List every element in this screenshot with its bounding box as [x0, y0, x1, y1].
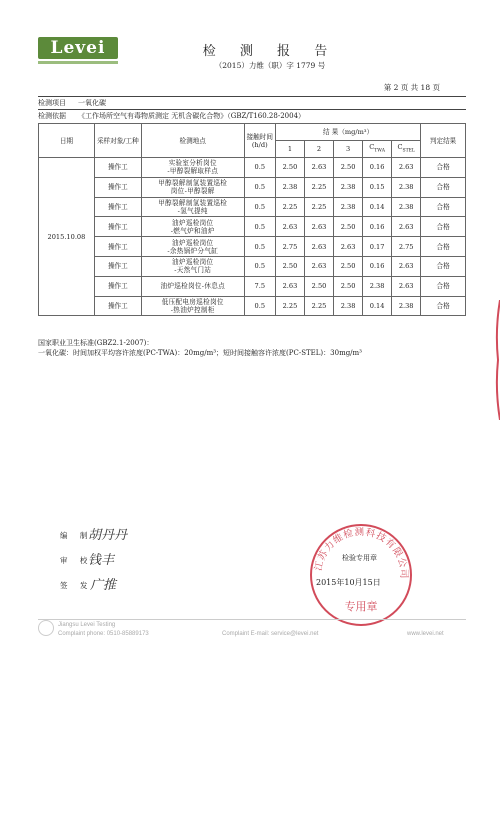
footer-rule: [38, 619, 466, 620]
cell-value-1: 2.50: [275, 256, 304, 276]
cell-cstel: 2.38: [392, 177, 421, 197]
cell-value-2: 2.63: [304, 217, 333, 237]
cell-location: [141, 217, 244, 237]
cell-value-3: 2.50: [334, 256, 363, 276]
page-number: 第 2 页 共 18 页: [383, 83, 440, 92]
location-line-1: 油炉巡检岗位: [172, 258, 214, 267]
cell-cstel: 2.75: [392, 237, 421, 257]
location-line-1: 低压配电房巡检岗位: [161, 297, 224, 306]
cell-cstel: 2.63: [392, 276, 421, 296]
footer-email: Complaint E-mail: service@levei.net: [222, 631, 319, 637]
header-cstel: $C_{STEL}$: [392, 141, 421, 158]
cell-cstel: 2.63: [392, 256, 421, 276]
cell-object: 操作工: [94, 197, 141, 217]
cell-verdict: 合格: [421, 177, 466, 197]
cell-object: 操作工: [94, 158, 141, 178]
cell-value-3: 2.50: [334, 217, 363, 237]
svg-text:专用章: 专用章: [344, 600, 378, 613]
cell-ctwa: 0.14: [363, 296, 392, 316]
report-number: （2015）力维（职）字 1779 号: [214, 61, 326, 70]
standard-title: 国家职业卫生标准(GBZ2.1-2007)：: [38, 339, 154, 347]
review-signature: 钱丰: [88, 553, 115, 568]
table-row: [39, 296, 466, 316]
cell-value-1: 2.63: [275, 217, 304, 237]
results-table: [38, 123, 466, 316]
table-row: [39, 276, 466, 296]
cell-ctwa: 0.16: [363, 158, 392, 178]
cell-time: 0.5: [244, 296, 275, 316]
cell-verdict: 合格: [421, 276, 466, 296]
cell-cstel: 2.63: [392, 217, 421, 237]
cell-value-3: 2.38: [334, 177, 363, 197]
cell-time: 0.5: [244, 158, 275, 178]
header-c3: 3: [334, 141, 363, 158]
cell-ctwa: 0.14: [363, 197, 392, 217]
header-location: 检测地点: [141, 124, 244, 158]
cell-verdict: 合格: [421, 296, 466, 316]
cell-ctwa: 0.15: [363, 177, 392, 197]
header-verdict: 判定结果: [421, 124, 466, 158]
cell-value-1: 2.38: [275, 177, 304, 197]
location-line-1: 油炉巡检岗位: [172, 218, 214, 227]
cell-location: [141, 158, 244, 178]
footer-logo-icon: [38, 620, 54, 636]
cell-value-3: 2.50: [334, 158, 363, 178]
header-object: 采样对象/工种: [94, 124, 141, 158]
levei-logo: Levei: [38, 37, 118, 59]
company-seal: [306, 520, 416, 630]
cell-value-1: 2.50: [275, 158, 304, 178]
project-value: 一氧化碳: [78, 99, 106, 107]
location-line-1: 实验室分析岗位: [168, 159, 217, 168]
cell-value-1: 2.25: [275, 296, 304, 316]
compile-signature: 胡丹丹: [88, 528, 128, 543]
location-line-2: 岗位-甲醇裂解: [170, 187, 215, 196]
cell-cstel: 2.63: [392, 158, 421, 178]
cell-location: [141, 276, 244, 296]
header-date: 日期: [39, 124, 95, 158]
header-time: 接触时间(h/d): [244, 124, 275, 158]
cell-object: 操作工: [94, 276, 141, 296]
cell-ctwa: 0.17: [363, 237, 392, 257]
footer-phone: Complaint phone: 0510-85889173: [58, 631, 149, 637]
cell-location: [141, 296, 244, 316]
cell-ctwa: 2.38: [363, 276, 392, 296]
cell-value-3: 2.50: [334, 276, 363, 296]
cell-verdict: 合格: [421, 256, 466, 276]
compile-label: 编 制: [60, 531, 93, 540]
location-line-2: -天然气门站: [174, 266, 212, 275]
footer-company: Jiangsu Levei Testing: [58, 622, 116, 628]
cell-verdict: 合格: [421, 197, 466, 217]
location-line-1: 油炉巡检岗位: [172, 238, 214, 247]
cell-time: 0.5: [244, 197, 275, 217]
table-row: [39, 197, 466, 217]
project-label: 检测项目: [38, 99, 66, 107]
location-line-1: 油炉巡检岗位-休息点: [160, 282, 226, 291]
location-line-2: -燃气炉和油炉: [170, 226, 215, 235]
cell-value-3: 2.38: [334, 197, 363, 217]
cell-time: 0.5: [244, 256, 275, 276]
basis-row: [38, 110, 466, 122]
cell-time: 0.5: [244, 237, 275, 257]
location-line-2: -热油炉控制柜: [170, 305, 215, 314]
cell-value-2: 2.25: [304, 177, 333, 197]
cell-value-3: 2.38: [334, 296, 363, 316]
header-c2: 2: [304, 141, 333, 158]
cell-cstel: 2.38: [392, 197, 421, 217]
basis-value: 《工作场所空气有毒物质测定 无机含碳化合物》（GBZ/T160.28-2004）: [78, 112, 306, 120]
table-row: [39, 177, 466, 197]
table-row: [39, 256, 466, 276]
cell-object: 操作工: [94, 256, 141, 276]
cell-object: 操作工: [94, 217, 141, 237]
cell-ctwa: 0.16: [363, 256, 392, 276]
cell-value-2: 2.50: [304, 276, 333, 296]
cell-value-2: 2.63: [304, 256, 333, 276]
header-c1: 1: [275, 141, 304, 158]
table-row: [39, 237, 466, 257]
cell-time: 7.5: [244, 276, 275, 296]
stamp-center: 检验专用章: [342, 554, 377, 562]
cell-value-2: 2.25: [304, 197, 333, 217]
cell-location: [141, 237, 244, 257]
location-line-2: -氢气提纯: [177, 206, 208, 215]
header-ctwa: $C_{TWA}$: [363, 141, 392, 158]
cell-object: 操作工: [94, 296, 141, 316]
cell-verdict: 合格: [421, 237, 466, 257]
cell-time: 0.5: [244, 217, 275, 237]
table-row: [39, 217, 466, 237]
standard-limits: 一氧化碳：时间加权平均容许浓度(PC-TWA)：20mg/m³；短时间接触容许浓度(PC-STEL)：30mg/m³: [38, 349, 362, 357]
cell-location: [141, 197, 244, 217]
location-line-2: -甲醇裂解取样点: [167, 167, 219, 176]
cell-verdict: 合格: [421, 158, 466, 178]
review-label: 审 校: [60, 556, 93, 565]
basis-label: 检测依据: [38, 112, 66, 120]
report-title: 检 测 报 告: [202, 44, 338, 59]
cell-value-2: 2.63: [304, 237, 333, 257]
issue-signature: 广推: [90, 578, 117, 593]
sample-date: 2015.10.08: [39, 158, 95, 316]
svg-text:江苏力维检测科技有限公司: 江苏力维检测科技有限公司: [313, 526, 410, 580]
cell-object: 操作工: [94, 237, 141, 257]
stamp-date: 2015年10月15日: [316, 578, 381, 587]
cell-value-1: 2.75: [275, 237, 304, 257]
location-line-1: 甲醇裂解制氢装置巡检: [158, 198, 228, 207]
cell-ctwa: 0.16: [363, 217, 392, 237]
cell-value-3: 2.63: [334, 237, 363, 257]
location-line-1: 甲醇裂解制氢装置巡检: [158, 179, 228, 188]
cell-object: 操作工: [94, 177, 141, 197]
table-row: [39, 158, 466, 178]
location-line-2: -余热锅炉分气缸: [167, 246, 219, 255]
cell-cstel: 2.38: [392, 296, 421, 316]
cell-location: [141, 256, 244, 276]
issue-label: 签 发: [60, 581, 93, 590]
cell-value-1: 2.25: [275, 197, 304, 217]
footer-website: www.levei.net: [407, 631, 444, 637]
cell-value-1: 2.63: [275, 276, 304, 296]
cell-location: [141, 177, 244, 197]
edge-stamp-mark: [494, 300, 500, 420]
header-result: 结 果（mg/m³）: [275, 124, 420, 141]
cell-value-2: 2.63: [304, 158, 333, 178]
cell-value-2: 2.25: [304, 296, 333, 316]
project-row: [38, 97, 466, 109]
cell-verdict: 合格: [421, 217, 466, 237]
cell-time: 0.5: [244, 177, 275, 197]
